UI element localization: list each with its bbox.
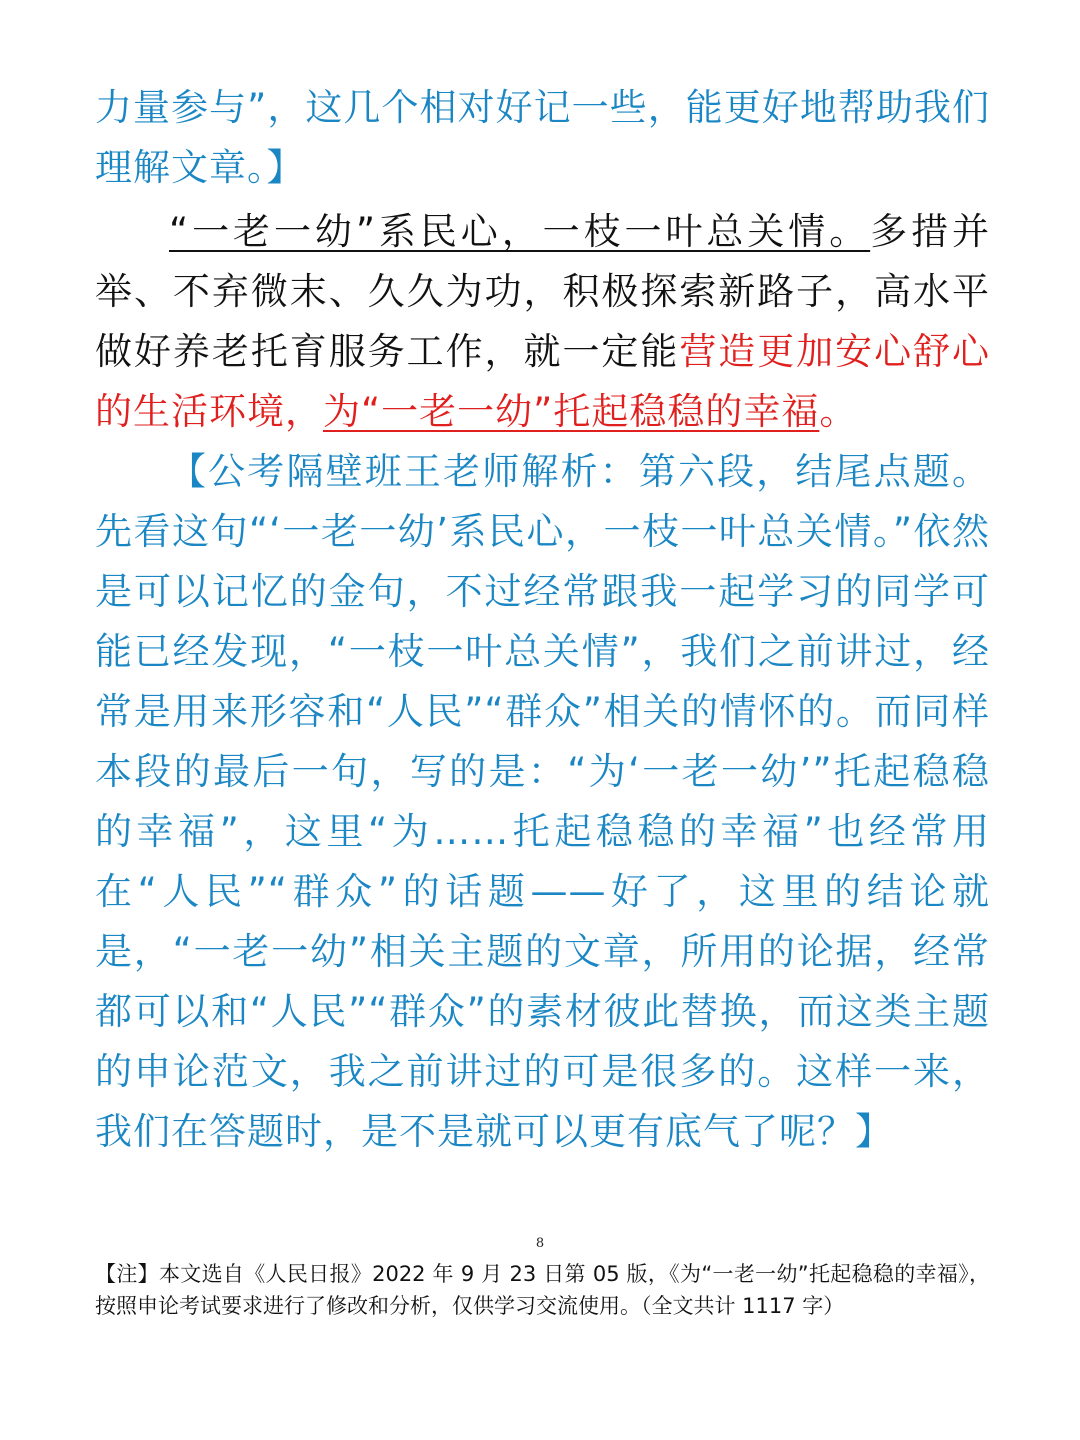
- red-underlined-highlight: 为“一老一幼”托起稳稳的幸福: [323, 390, 820, 433]
- article-body-text: 多措并举、不弃微末、久久为功，积极探索新路子，高水平做好养老托育服务工作，就一定能: [95, 210, 991, 373]
- underlined-golden-sentence: “一老一幼”系民心，一枝一叶总关情。: [169, 210, 871, 253]
- article-paragraph-six: [95, 202, 990, 442]
- red-highlight-text: 营造更加安心舒心的生活环境，: [95, 330, 991, 433]
- analysis-continuation-paragraph: 力量参与”，这几个相对好记一些，能更好地帮助我们理解文章。】: [95, 86, 990, 189]
- red-highlight-period: 。: [819, 390, 858, 433]
- source-footnote: 【注】本文选自《人民日报》2022 年 9 月 23 日第 05 版，《为“一老一幼”托起稳稳的幸福》，按照申论考试要求进行了修改和分析，仅供学习交流使用。（全文共计 1117 字）: [95, 1262, 990, 1318]
- page-number: 8: [535, 1236, 545, 1251]
- teacher-analysis-paragraph: 【公考隔壁班王老师解析：第六段，结尾点题。先看这句“‘一老一幼’系民心，一枝一叶总关情。”依然是可以记忆的金句，不过经常跟我一起学习的同学可能已经发现，“一枝一叶总关情”，我们之前讲过，经常是用来形容和“人民”“群众”相关的情怀的。而同样本段的最后一句，写的是：“为‘一老一幼’”托起稳稳的幸福”，这里“为……托起稳稳的幸福”也经常用在“人民”“群众”的话题——好了，这里的结论就是，“一老一幼”相关主题的文章，所用的论据，经常都可以和“人民”“群众”的素材彼此替换，而这类主题的申论范文，我之前讲过的可是很多的。这样一来，我们在答题时，是不是就可以更有底气了呢？】: [95, 450, 990, 1153]
